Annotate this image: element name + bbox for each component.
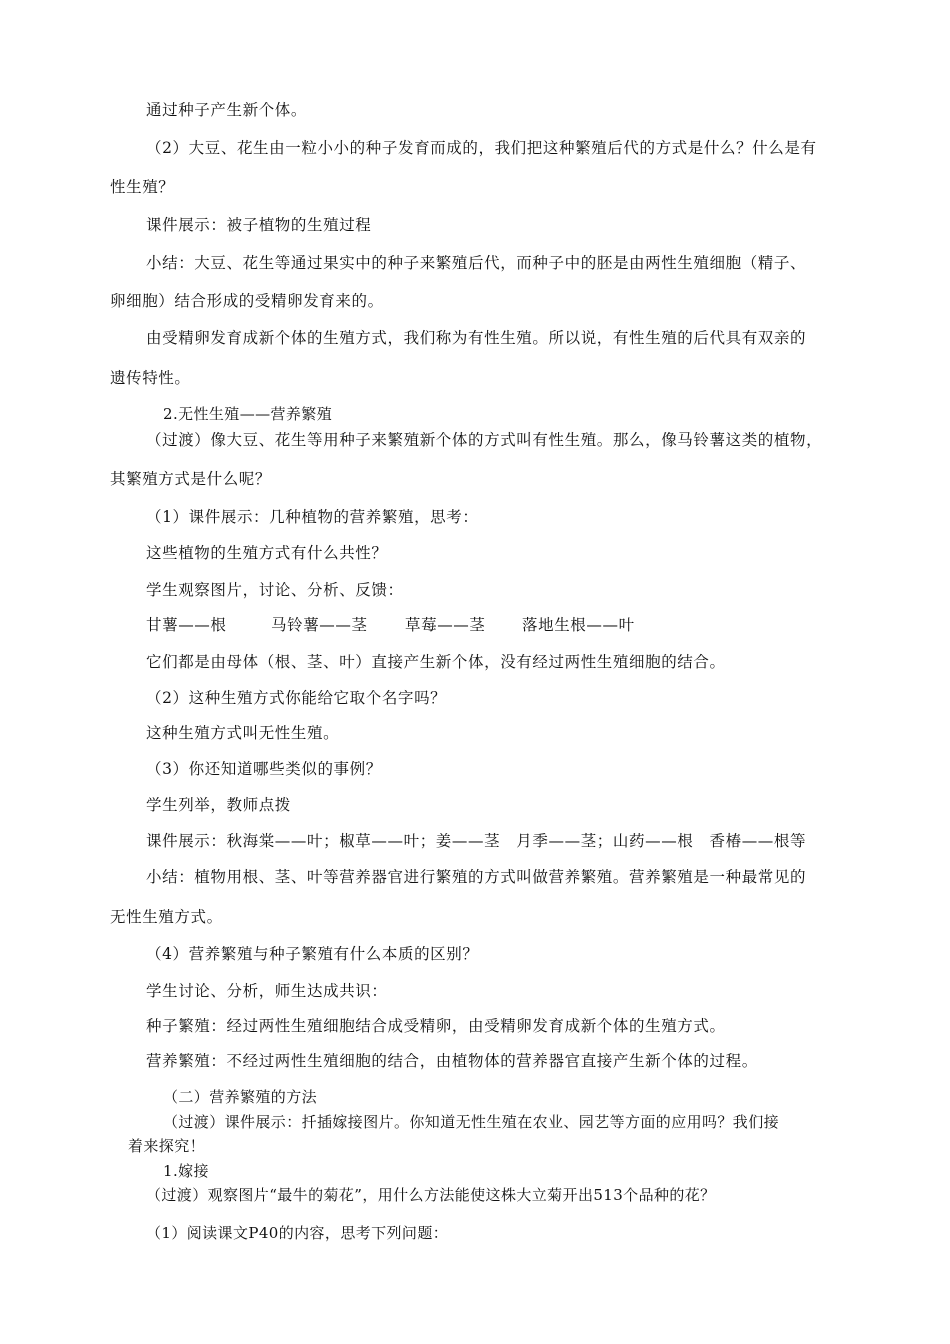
- paragraph-line: （2）大豆、花生由一粒小小的种子发育而成的，我们把这种繁殖后代的方式是什么？什么是有: [146, 139, 817, 157]
- paragraph-line: 性生殖？: [110, 178, 175, 196]
- paragraph-line: 遗传特性。: [110, 369, 191, 387]
- paragraph-line: （1）阅读课文P40的内容，思考下列问题：: [146, 1224, 449, 1242]
- paragraph-line: 这些植物的生殖方式有什么共性？: [146, 544, 388, 562]
- paragraph-line: 小结：大豆、花生等通过果实中的种子来繁殖后代，而种子中的胚是由两性生殖细胞（精子、: [146, 254, 807, 272]
- example-item: 马铃薯——茎: [271, 616, 368, 634]
- paragraph-line: 卵细胞）结合形成的受精卵发育来的。: [110, 292, 384, 310]
- section-heading: 2.无性生殖——营养繁殖: [163, 405, 333, 423]
- examples-row: [146, 615, 635, 635]
- paragraph-line: 课件展示：秋海棠——叶；椒草——叶；姜——茎 月季——茎；山药——根 香椿——根等: [146, 832, 807, 850]
- example-item: 甘薯——根: [146, 616, 227, 634]
- section-heading: （二）营养繁殖的方法: [163, 1088, 318, 1106]
- paragraph-line: （4）营养繁殖与种子繁殖有什么本质的区别？: [146, 945, 479, 963]
- paragraph-line: 营养繁殖：不经过两性生殖细胞的结合，由植物体的营养器官直接产生新个体的过程。: [146, 1052, 758, 1070]
- section-heading: 1.嫁接: [163, 1162, 209, 1180]
- paragraph-line: 种子繁殖：经过两性生殖细胞结合成受精卵，由受精卵发育成新个体的生殖方式。: [146, 1017, 726, 1035]
- paragraph-line: 学生列举，教师点拨: [146, 796, 291, 814]
- paragraph-line: 学生观察图片，讨论、分析、反馈：: [146, 581, 404, 599]
- paragraph-line: 着来探究！: [128, 1137, 206, 1155]
- paragraph-line: （3）你还知道哪些类似的事例？: [146, 760, 382, 778]
- paragraph-line: （过渡）像大豆、花生等用种子来繁殖新个体的方式叫有性生殖。那么，像马铃薯这类的植物，: [146, 431, 823, 449]
- paragraph-line: 小结：植物用根、茎、叶等营养器官进行繁殖的方式叫做营养繁殖。营养繁殖是一种最常见的: [146, 868, 807, 886]
- paragraph-line: 它们都是由母体（根、茎、叶）直接产生新个体，没有经过两性生殖细胞的结合。: [146, 653, 726, 671]
- paragraph-line: 课件展示：被子植物的生殖过程: [146, 216, 372, 234]
- paragraph-line: 其繁殖方式是什么呢？: [110, 470, 272, 488]
- paragraph-line: （过渡）课件展示：扦插嫁接图片。你知道无性生殖在农业、园艺等方面的应用吗？我们接: [163, 1113, 780, 1131]
- paragraph-line: 通过种子产生新个体。: [146, 101, 308, 119]
- example-item: 草莓——茎: [405, 616, 486, 634]
- example-item: 落地生根——叶: [522, 616, 635, 634]
- paragraph-line: 学生讨论、分析，师生达成共识：: [146, 982, 388, 1000]
- paragraph-line: 由受精卵发育成新个体的生殖方式，我们称为有性生殖。所以说，有性生殖的后代具有双亲的: [146, 329, 807, 347]
- paragraph-line: （2）这种生殖方式你能给它取个名字吗？: [146, 689, 447, 707]
- paragraph-line: 这种生殖方式叫无性生殖。: [146, 724, 340, 742]
- paragraph-line: （1）课件展示：几种植物的营养繁殖，思考：: [146, 508, 479, 526]
- paragraph-line: 无性生殖方式。: [110, 908, 223, 926]
- paragraph-line: （过渡）观察图片“最牛的菊花”，用什么方法能使这株大立菊开出513个品种的花？: [146, 1186, 716, 1204]
